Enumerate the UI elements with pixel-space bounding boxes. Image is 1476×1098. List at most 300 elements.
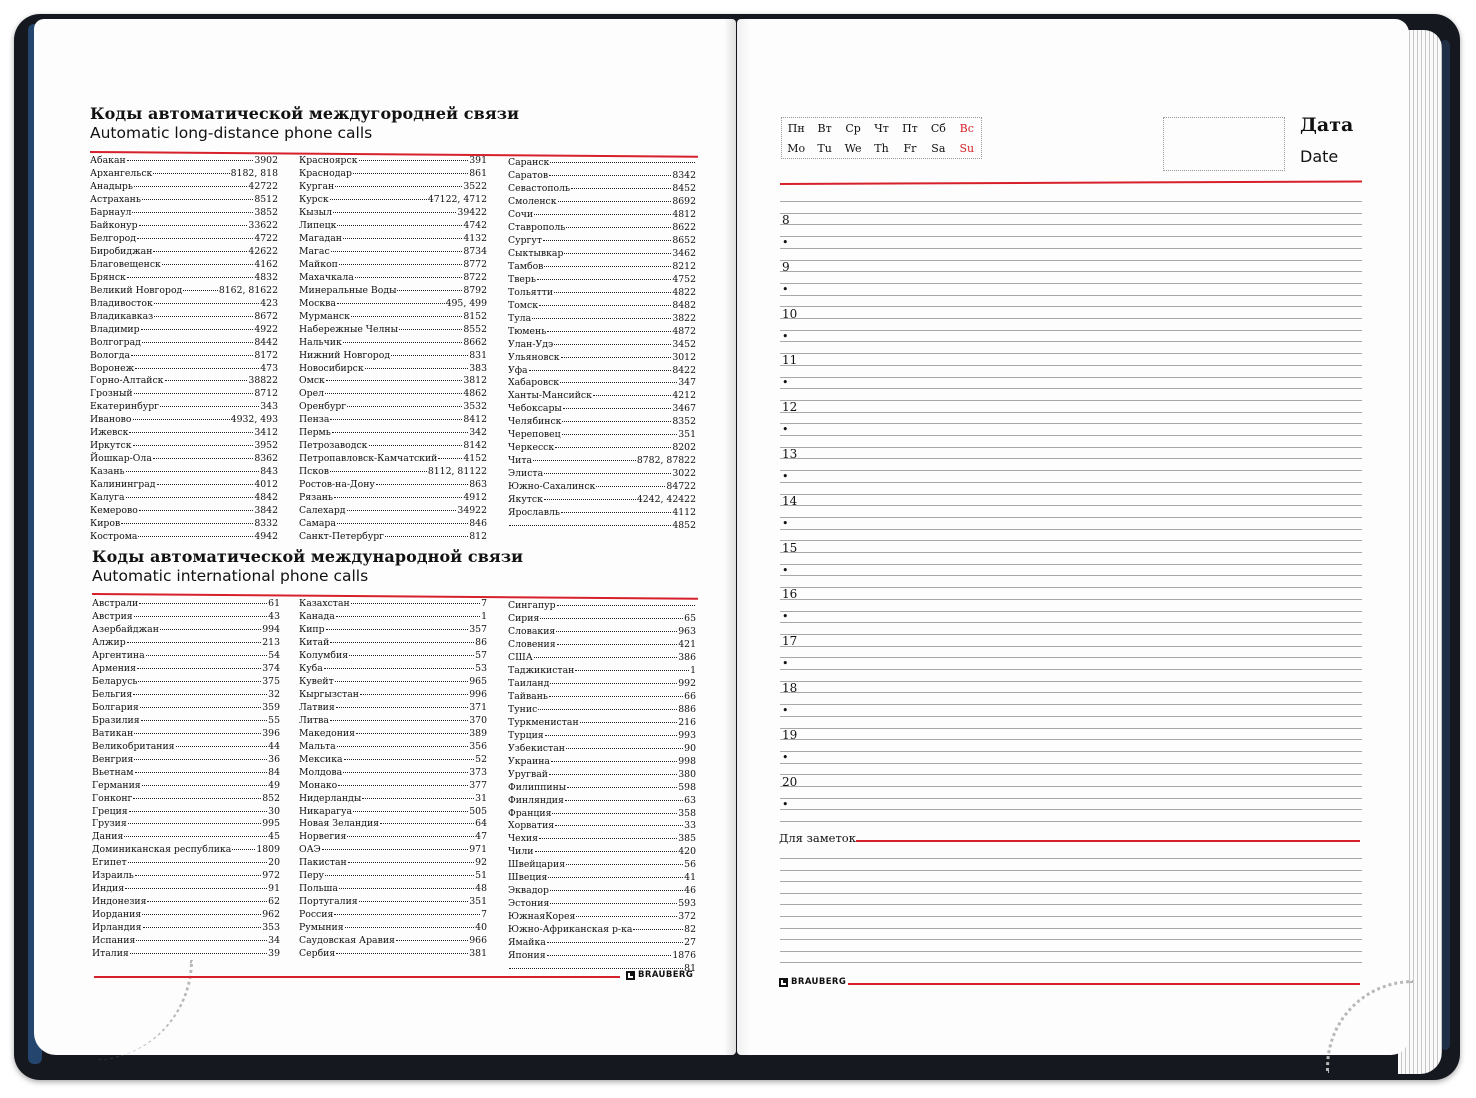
weekday-mon-en: Mo	[787, 141, 806, 155]
row-name: Псков	[299, 466, 329, 478]
row-leader-dots	[558, 201, 672, 202]
row-leader-dots	[563, 408, 672, 409]
international-title-ru: Коды автоматической международной связи	[92, 547, 524, 566]
row-leader-dots	[343, 342, 463, 343]
row-code: 44	[268, 740, 280, 752]
directory-row	[299, 427, 487, 440]
row-leader-dots	[545, 735, 678, 736]
directory-row	[508, 377, 696, 390]
row-code: 995	[262, 818, 280, 830]
directory-row	[508, 196, 696, 209]
row-code: 8142	[463, 440, 487, 452]
row-name: Казань	[90, 466, 125, 478]
row-name: Калининград	[90, 479, 156, 491]
row-code: 54	[268, 649, 280, 661]
directory-row	[299, 754, 487, 767]
weekday-sun-en: Su	[959, 141, 975, 155]
row-code: 8452	[672, 182, 696, 194]
row-name: Ульяновск	[508, 351, 560, 363]
row-leader-dots	[566, 227, 671, 228]
directory-row	[92, 754, 280, 767]
notes-ruled-line	[780, 951, 1362, 952]
directory-row	[508, 950, 696, 963]
row-leader-dots	[127, 160, 254, 161]
row-name: Смоленск	[508, 195, 557, 207]
row-leader-dots	[543, 240, 671, 241]
row-leader-dots	[133, 419, 230, 420]
row-leader-dots	[132, 212, 253, 213]
directory-row	[508, 300, 696, 313]
row-code: 57	[475, 649, 487, 661]
row-name: Чехия	[508, 833, 538, 845]
row-leader-dots	[538, 709, 677, 710]
row-code: 4842	[254, 492, 278, 504]
row-name: Швейцария	[508, 859, 566, 871]
row-leader-dots	[533, 460, 636, 461]
row-name: Греция	[92, 805, 128, 817]
row-leader-dots	[137, 238, 253, 239]
row-name: Узбекистан	[508, 742, 565, 754]
directory-row	[92, 702, 280, 715]
hour-label: 11	[782, 353, 798, 368]
row-leader-dots	[135, 772, 268, 773]
row-code: 353	[262, 922, 280, 934]
directory-row	[508, 665, 696, 678]
row-code: 996	[469, 688, 487, 700]
row-leader-dots	[561, 512, 671, 513]
directory-row	[508, 274, 696, 287]
row-name: Сербия	[299, 948, 336, 960]
half-hour-bullet: •	[782, 236, 789, 249]
row-code: 55	[268, 714, 280, 726]
row-name: Македония	[299, 727, 355, 739]
ruled-line	[780, 517, 1362, 518]
hour-label: 16	[782, 587, 798, 602]
long-distance-title-ru: Коды автоматической междугородней связи	[90, 104, 520, 123]
row-leader-dots	[330, 720, 468, 721]
row-name: Иваново	[90, 414, 132, 426]
row-code: 351	[678, 429, 696, 441]
row-code: 593	[678, 898, 696, 910]
row-leader-dots	[348, 862, 474, 863]
notes-label: Для заметок	[779, 831, 856, 845]
directory-row	[508, 691, 696, 704]
weekday-wed-ru: Ср	[845, 121, 861, 135]
row-name: Аргентина	[92, 649, 145, 661]
row-name: Германия	[92, 779, 141, 791]
directory-row	[92, 922, 280, 935]
directory-row	[508, 924, 696, 937]
row-code: 993	[678, 729, 696, 741]
weekday-tue-en: Tu	[817, 141, 832, 155]
ruled-line	[780, 271, 1362, 272]
directory-row	[299, 492, 487, 505]
row-code: 992	[678, 677, 696, 689]
row-name: Саудовская Аравия	[299, 935, 395, 947]
row-leader-dots	[529, 370, 672, 371]
row-code: 8652	[672, 234, 696, 246]
row-name: Япония	[508, 950, 546, 962]
directory-row	[299, 311, 487, 324]
date-label-ru: Дата	[1300, 114, 1354, 136]
row-code: 4752	[672, 273, 696, 285]
row-leader-dots	[153, 251, 247, 252]
ruled-line	[780, 634, 1362, 635]
directory-row	[92, 818, 280, 831]
directory-row	[299, 818, 487, 831]
row-leader-dots	[160, 406, 259, 407]
row-name: Доминиканская республика	[92, 844, 232, 856]
row-leader-dots	[139, 510, 254, 511]
row-name: Саранск	[508, 157, 550, 168]
row-leader-dots	[124, 836, 267, 837]
directory-row	[508, 222, 696, 235]
directory-row	[299, 363, 487, 376]
row-code: 843	[260, 466, 278, 478]
row-code: 371	[469, 701, 487, 713]
row-name: Петропавловск-Камчатский	[299, 453, 438, 465]
row-name: Перу	[299, 870, 325, 882]
row-name: Филиппины	[508, 781, 567, 793]
hour-label: 13	[782, 447, 798, 461]
row-name: Латвия	[299, 701, 335, 713]
row-code: 377	[469, 779, 487, 791]
row-leader-dots	[134, 733, 261, 734]
directory-row	[508, 678, 696, 691]
ruled-line	[780, 482, 1362, 483]
row-name: Тунис	[508, 703, 538, 715]
row-leader-dots	[142, 199, 253, 200]
row-code: 3452	[672, 338, 696, 350]
row-name: Ямайка	[508, 937, 546, 949]
row-code: 47	[475, 831, 487, 843]
row-name: Орел	[299, 388, 324, 400]
half-hour-bullet: •	[782, 282, 789, 296]
row-leader-dots	[509, 968, 683, 969]
ruled-line	[780, 763, 1362, 764]
directory-row	[508, 820, 696, 833]
row-code: 8152	[463, 310, 487, 322]
row-code: 3462	[672, 247, 696, 259]
ruled-line	[780, 646, 1362, 647]
directory-row	[508, 885, 696, 898]
row-leader-dots	[561, 357, 672, 358]
row-leader-dots	[376, 484, 468, 485]
directory-row	[299, 220, 487, 233]
row-leader-dots	[147, 901, 267, 902]
row-code: 3812	[463, 375, 487, 387]
row-name: ЮжнаяКорея	[508, 911, 576, 923]
row-leader-dots	[157, 484, 254, 485]
directory-row	[508, 782, 696, 795]
row-code: 8734	[463, 245, 487, 257]
row-code: 972	[262, 870, 280, 882]
row-name: Пакистан	[299, 857, 347, 869]
row-code: 505	[469, 805, 487, 817]
directory-row	[90, 531, 278, 544]
directory-row	[92, 598, 280, 611]
row-leader-dots	[138, 681, 261, 682]
directory-row	[92, 857, 280, 870]
row-code: 396	[262, 727, 280, 739]
date-box	[1163, 117, 1285, 171]
row-leader-dots	[380, 823, 474, 824]
row-name: Колумбия	[299, 649, 349, 661]
row-leader-dots	[550, 903, 677, 904]
brand-name: BRAUBERG	[638, 970, 694, 980]
row-code: 423	[260, 297, 278, 309]
row-code: 4242, 42422	[636, 494, 696, 506]
directory-row	[299, 466, 487, 479]
international-column-1	[92, 598, 280, 961]
row-name: Владикавказ	[90, 310, 154, 322]
row-leader-dots	[547, 942, 683, 943]
ruled-line	[780, 260, 1362, 261]
row-name: Биробиджан	[90, 245, 153, 257]
row-leader-dots	[544, 266, 671, 267]
row-leader-dots	[385, 536, 468, 537]
row-name: Египет	[92, 857, 127, 869]
directory-row	[90, 479, 278, 492]
row-code: 370	[469, 714, 487, 726]
directory-row	[299, 793, 487, 806]
directory-row	[508, 481, 696, 494]
long-distance-column-3	[508, 157, 696, 533]
row-leader-dots	[153, 458, 253, 459]
row-name: Южно-Сахалинск	[508, 481, 596, 493]
ruled-line	[780, 353, 1362, 354]
row-code: 1876	[672, 950, 696, 962]
ruled-line	[780, 423, 1362, 424]
row-leader-dots	[554, 292, 671, 293]
ruled-line	[780, 213, 1362, 214]
row-code: 8352	[672, 416, 696, 428]
row-code: 3852	[254, 206, 278, 218]
ruled-line	[780, 318, 1362, 319]
row-name: Челябинск	[508, 416, 562, 428]
directory-row	[508, 468, 696, 481]
row-name: Иордания	[92, 909, 142, 921]
row-code: 20	[268, 857, 280, 869]
row-name: Липецк	[299, 219, 337, 231]
ruled-line	[780, 728, 1362, 729]
directory-row	[299, 479, 487, 492]
row-name: Белгород	[90, 232, 136, 244]
row-code: 32	[268, 688, 280, 700]
row-code: 4862	[463, 388, 487, 400]
row-code: 374	[262, 662, 280, 674]
row-name: Байконур	[90, 219, 138, 231]
ruled-line	[780, 657, 1362, 658]
ruled-line	[780, 587, 1362, 588]
directory-row	[92, 650, 280, 663]
row-code: 66	[684, 690, 696, 702]
directory-row	[299, 440, 487, 453]
directory-row	[90, 298, 278, 311]
row-name: Таджикистан	[508, 664, 575, 676]
ruled-line	[780, 505, 1362, 506]
ruled-line	[780, 248, 1362, 249]
directory-row	[508, 872, 696, 885]
row-leader-dots	[562, 434, 678, 435]
directory-row	[299, 531, 487, 544]
row-leader-dots	[349, 655, 474, 656]
weekday-mon-ru: Пн	[787, 121, 805, 135]
row-code: 8442	[254, 336, 278, 348]
row-leader-dots	[325, 393, 462, 394]
row-name: Сургут	[508, 234, 543, 246]
directory-row	[92, 870, 280, 883]
row-leader-dots	[347, 836, 474, 837]
weekday-sun-ru: Вс	[959, 121, 974, 135]
row-code: 8202	[672, 442, 696, 454]
row-code: 84	[268, 766, 280, 778]
row-code: 42622	[248, 245, 278, 257]
row-code: 385	[678, 833, 696, 845]
half-hour-bullet: •	[782, 704, 789, 717]
row-leader-dots	[334, 497, 462, 498]
directory-row	[299, 505, 487, 518]
row-code: 91	[268, 883, 280, 895]
row-code: 52	[475, 753, 487, 765]
directory-row	[508, 520, 696, 533]
directory-row	[299, 922, 487, 935]
row-code: 4722	[254, 232, 278, 244]
row-leader-dots	[580, 722, 678, 723]
directory-row	[90, 233, 278, 246]
directory-row	[299, 598, 487, 611]
hour-label: 14	[782, 493, 798, 508]
row-name: Туркменистан	[508, 716, 579, 728]
row-code: 863	[469, 479, 487, 491]
weekday-thu-ru: Чт	[874, 121, 889, 135]
row-code: 343	[260, 401, 278, 413]
row-code: 8332	[254, 518, 278, 530]
directory-row	[90, 375, 278, 388]
directory-row	[92, 741, 280, 754]
row-name: Томск	[508, 299, 539, 311]
row-name: Литва	[299, 714, 329, 726]
row-leader-dots	[154, 316, 253, 317]
row-name: Мексика	[299, 753, 343, 765]
row-name: Кострома	[90, 531, 138, 543]
ruled-line	[780, 774, 1362, 775]
directory-row	[92, 767, 280, 780]
row-name: Сыктывкар	[508, 247, 564, 259]
hour-label: 12	[782, 400, 798, 415]
row-name: Красноярск	[299, 155, 358, 166]
row-name: Тверь	[508, 273, 536, 285]
row-name: Италия	[92, 948, 129, 960]
hour-label: 19	[782, 727, 798, 742]
row-name: Салехард	[299, 505, 346, 517]
row-code: 8172	[254, 349, 278, 361]
row-code: 3822	[672, 312, 696, 324]
row-leader-dots	[138, 536, 253, 537]
long-distance-column-1	[90, 155, 278, 544]
directory-row	[92, 637, 280, 650]
row-leader-dots	[562, 421, 671, 422]
row-code: 421	[678, 638, 696, 650]
row-name: Канада	[299, 610, 335, 622]
row-code: 63	[684, 794, 696, 806]
row-leader-dots	[532, 318, 671, 319]
row-code: 51	[475, 870, 487, 882]
directory-row	[299, 388, 487, 401]
row-leader-dots	[362, 798, 474, 799]
row-code: 386	[678, 651, 696, 663]
row-leader-dots	[344, 759, 475, 760]
directory-row	[92, 624, 280, 637]
row-name: Майкоп	[299, 258, 338, 270]
row-leader-dots	[633, 929, 683, 930]
row-name: Курган	[299, 180, 335, 192]
row-code: 359	[262, 701, 280, 713]
row-leader-dots	[336, 953, 468, 954]
row-code: 380	[678, 768, 696, 780]
row-code: 82	[684, 924, 696, 936]
row-leader-dots	[330, 642, 474, 643]
row-name: Петрозаводск	[299, 440, 368, 452]
row-leader-dots	[369, 445, 463, 446]
row-name: Нидерланды	[299, 792, 362, 804]
row-leader-dots	[557, 605, 695, 606]
row-leader-dots	[345, 927, 475, 928]
row-name: Череповец	[508, 429, 561, 441]
row-name: Якутск	[508, 494, 543, 506]
row-code: 8342	[672, 169, 696, 181]
directory-row	[92, 780, 280, 793]
row-leader-dots	[549, 774, 677, 775]
directory-row	[299, 453, 487, 466]
row-leader-dots	[176, 746, 268, 747]
row-code: 965	[469, 675, 487, 687]
row-code: 8182, 818	[230, 167, 278, 179]
row-name: Грозный	[90, 388, 133, 400]
row-code: 4822	[672, 286, 696, 298]
row-name: Набережные Челны	[299, 323, 398, 335]
directory-row	[508, 833, 696, 846]
directory-row	[299, 624, 487, 637]
directory-row	[508, 613, 696, 626]
directory-row	[508, 365, 696, 378]
row-name: Австрали	[92, 598, 139, 609]
ruled-line	[780, 458, 1362, 459]
row-code: 473	[260, 362, 278, 374]
ruled-line	[780, 704, 1362, 705]
row-name: Польша	[299, 883, 338, 895]
row-name: Кыргызстан	[299, 688, 359, 700]
directory-row	[508, 429, 696, 442]
directory-row	[508, 416, 696, 429]
row-name: Екатеринбург	[90, 401, 160, 413]
row-code: 846	[469, 518, 487, 530]
row-name: Оренбург	[299, 401, 347, 413]
row-name: Уругвай	[508, 768, 548, 780]
row-code: 56	[684, 859, 696, 871]
row-code: 381	[469, 948, 487, 960]
row-leader-dots	[571, 188, 671, 189]
row-code: 3952	[254, 440, 278, 452]
directory-row	[508, 209, 696, 222]
row-code: 372	[678, 911, 696, 923]
row-name: Тюмень	[508, 325, 547, 337]
directory-row	[92, 935, 280, 948]
ruled-line	[780, 681, 1362, 682]
row-code: 8722	[463, 271, 487, 283]
row-name: Санкт-Петербург	[299, 531, 385, 543]
row-leader-dots	[550, 890, 683, 891]
